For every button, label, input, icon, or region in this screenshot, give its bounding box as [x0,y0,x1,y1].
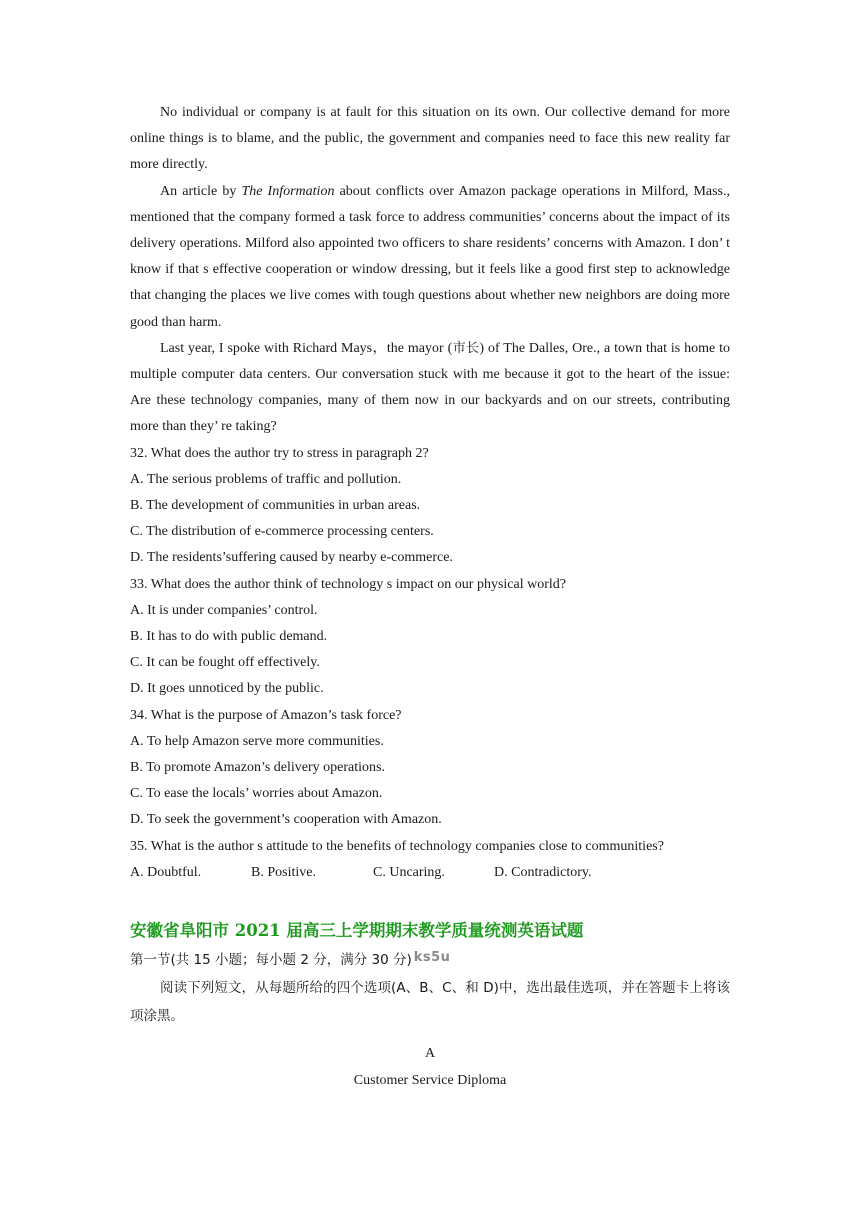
option-b: B. To promote Amazon’s delivery operations. [130,760,385,776]
passage-label: A [424,1046,436,1062]
question-stem: 32. What does the author try to stress in paragraph 2? [130,445,429,461]
exam-title: 安徽省阜阳市 2021 届高三上学期期末教学质量统测英语试题 [130,921,584,941]
paragraph-3-text-start: Last year, I spoke with Richard Mays，the mayor ( [160,340,453,356]
option-b: B. It has to do with public demand. [130,629,328,645]
paragraph-3-text-end: ) of The Dalles, Ore., a town that is home to multiple computer data centers. Our conversation stuck with me because it got to the heart of the issue: Are these technology companies, many of them now in our backyards and on our streets, contributing more than they’ re taking? [130,340,730,435]
option-c: C. The distribution of e-commerce processing centers. [130,524,434,540]
option-a: A. Doubtful. [130,864,202,880]
ks5u-logo: ks5u [413,950,451,966]
question-stem: 34. What is the purpose of Amazon’s task force? [130,707,402,723]
paragraph-2 [130,179,730,336]
option-c: C. To ease the locals’ worries about Amazon. [130,786,383,802]
paragraph-2-text-end: about conflicts over Amazon package operations in Milford, Mass., mentioned that the company formed a task force to address communities’ concerns about the impact of its delivery operations. Milford also appointed two officers to share residents’ concerns with Amazon. I don’ t know if that s effective cooperation or window dressing, but it feels like a good first step to acknowledge that changing the places we live comes with tough questions about whether new neighbors are doing more good than harm. [130,183,731,330]
option-row [130,860,730,886]
option-b: B. Positive. [251,864,316,880]
mayor-gloss: 市长 [452,340,480,356]
option-d: D. Contradictory. [494,864,592,880]
option-a: A. To help Amazon serve more communities. [130,733,384,749]
question-34 [130,703,730,834]
section-text: 第一节(共 15 小题；每小题 2 分，满分 30 分) [130,952,412,969]
option-a: A. It is under companies’ control. [130,602,318,618]
option-c: C. Uncaring. [373,864,445,880]
paragraph-2-text-start: An article by [160,183,242,199]
instructions: 阅读下列短文，从每题所给的四个选项(A、B、C、和 D)中，选出最佳选项，并在答题卡上将该项涂黑。 [130,980,730,1025]
question-35 [130,834,730,886]
option-c: C. It can be fought off effectively. [130,655,320,671]
publication-title: The Information [241,183,335,199]
paragraph-1: No individual or company is at fault for this situation on its own. Our collective demand for more online things is to blame, and the public, the government and companies need to face this new reality far more directly. [130,105,730,173]
question-32 [130,441,730,572]
option-a: A. The serious problems of traffic and pollution. [130,471,402,487]
option-d: D. It goes unnoticed by the public. [130,681,324,697]
question-33 [130,572,730,703]
option-b: B. The development of communities in urban areas. [130,498,421,514]
question-stem: 35. What is the author s attitude to the benefits of technology companies close to communities? [130,838,664,854]
option-d: D. The residents’suffering caused by nearby e-commerce. [130,550,453,566]
passage-title: Customer Service Diploma [353,1073,507,1089]
document-page [130,100,730,1094]
paragraph-3 [130,336,730,441]
question-stem: 33. What does the author think of technology s impact on our physical world? [130,576,566,592]
option-d: D. To seek the government’s cooperation with Amazon. [130,812,442,828]
section-header [130,944,730,974]
